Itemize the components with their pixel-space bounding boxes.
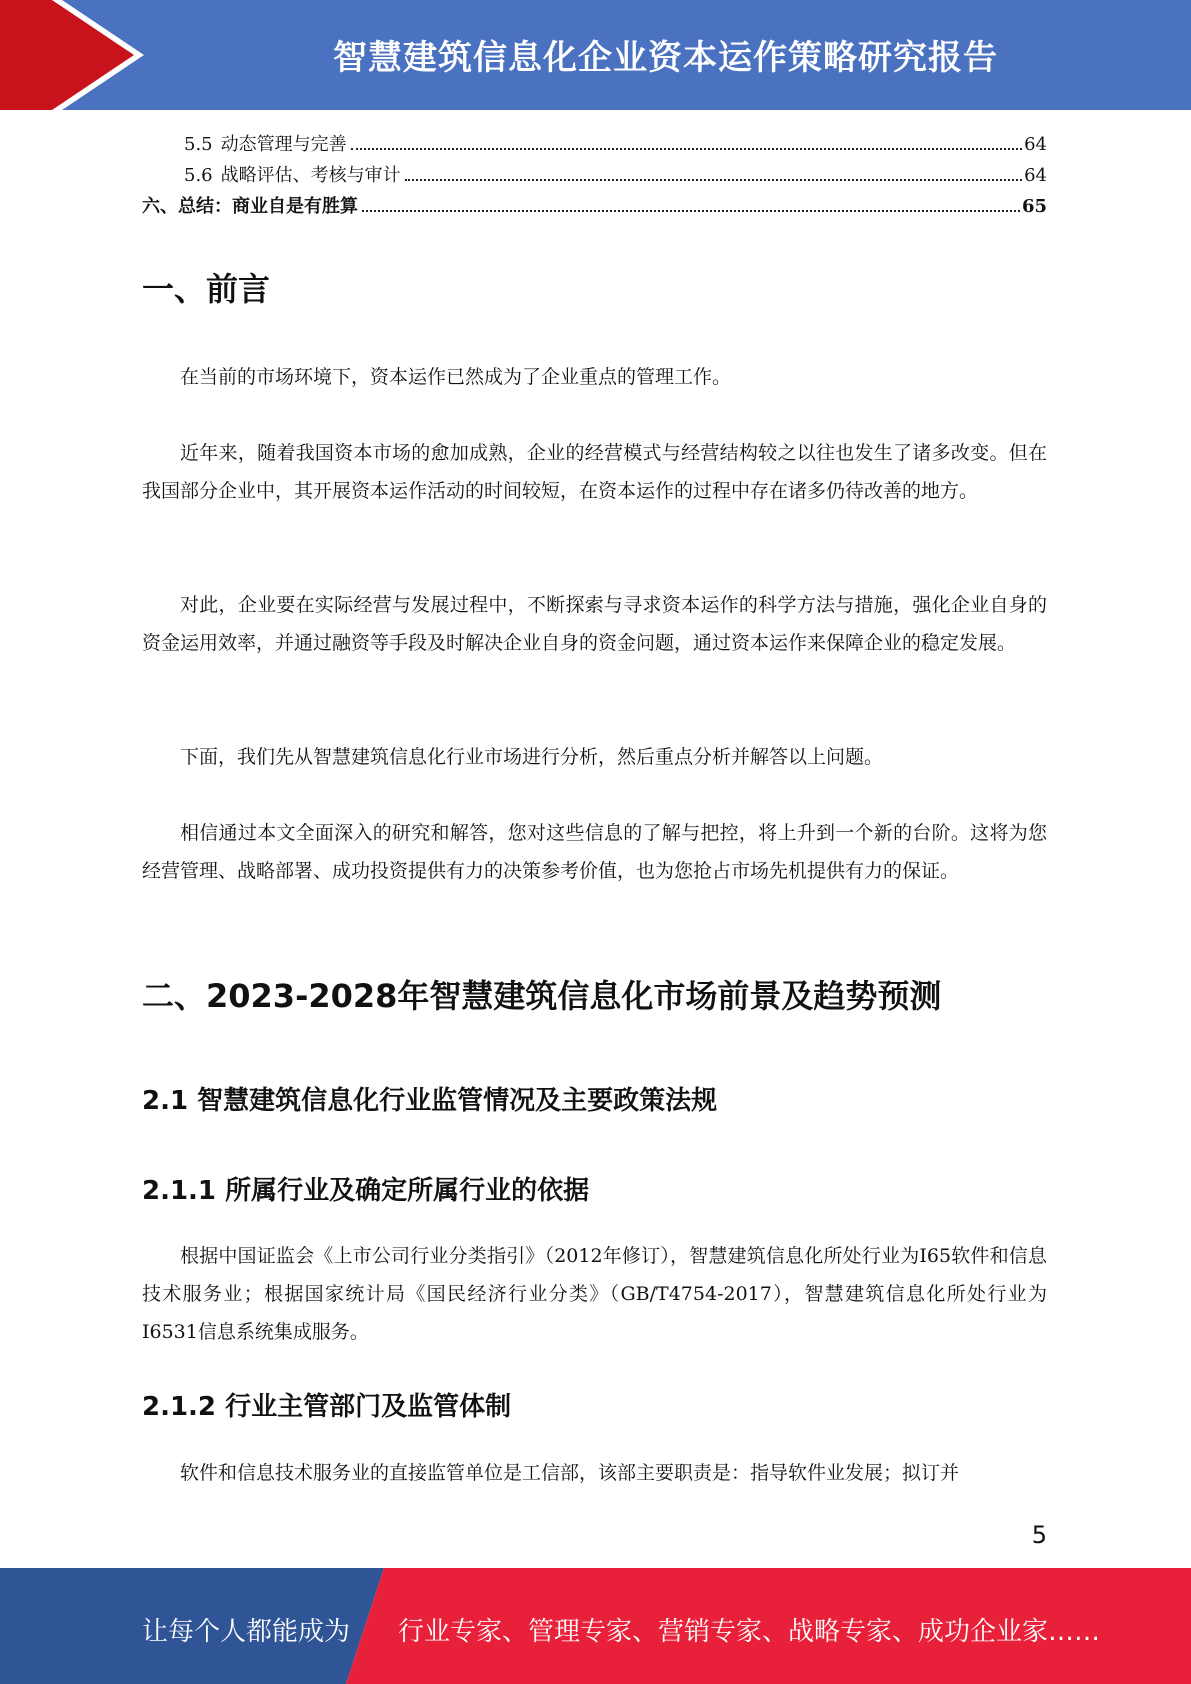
paragraph: 对此，企业要在实际经营与发展过程中，不断探索与寻求资本运作的科学方法与措施，强化企业自身的资金运用效率，并通过融资等手段及时解决企业自身的资金问题，通过资本运作来保障企业的稳定发展。 (142, 594, 1047, 654)
toc-title: 战略评估、考核与审计 (220, 165, 401, 186)
toc-title: 六、总结：商业自是有胜算 (142, 196, 358, 217)
footer-slogan-right: 行业专家、管理专家、营销专家、战略专家、成功企业家…… (398, 1617, 1101, 1647)
toc-entry[interactable] (142, 192, 1047, 223)
paragraph: 下面，我们先从智慧建筑信息化行业市场进行分析，然后重点分析并解答以上问题。 (180, 746, 884, 768)
toc-leader (362, 209, 1020, 212)
toc-title: 动态管理与完善 (220, 134, 347, 155)
red-arrow-icon (0, 0, 160, 110)
toc-leader (405, 178, 1022, 181)
subsection-heading: 2.1.1 所属行业及确定所属行业的依据 (142, 1176, 590, 1206)
toc-page: 65 (1021, 196, 1047, 217)
paragraph: 相信通过本文全面深入的研究和解答，您对这些信息的了解与把控，将上升到一个新的台阶。这将为您经营管理、战略部署、成功投资提供有力的决策参考价值，也为您抢占市场先机提供有力的保证。 (142, 822, 1047, 882)
section-heading: 一、前言 (142, 270, 271, 308)
paragraph: 软件和信息技术服务业的直接监管单位是工信部，该部主要职责是：指导软件业发展；拟订并 (180, 1462, 960, 1484)
header-banner (0, 0, 1191, 110)
section-heading: 二、2023-2028年智慧建筑信息化市场前景及趋势预测 (142, 977, 942, 1015)
page-number: 5 (1031, 1521, 1047, 1549)
footer-slogan-left: 让每个人都能成为 (142, 1617, 351, 1647)
footer-banner (0, 1568, 1191, 1684)
toc-leader (351, 147, 1022, 150)
toc-page: 64 (1024, 134, 1047, 155)
toc-number: 5.5 (184, 134, 213, 155)
subsection-heading: 2.1.2 行业主管部门及监管体制 (142, 1392, 512, 1422)
paragraph: 近年来，随着我国资本市场的愈加成熟，企业的经营模式与经营结构较之以往也发生了诸多改变。但在我国部分企业中，其开展资本运作活动的时间较短，在资本运作的过程中存在诸多仍待改善的地方。 (142, 442, 1047, 502)
paragraph: 在当前的市场环境下，资本运作已然成为了企业重点的管理工作。 (180, 366, 732, 388)
table-of-contents (142, 130, 1047, 223)
toc-page: 64 (1024, 165, 1047, 186)
toc-number: 5.6 (184, 165, 213, 186)
toc-entry[interactable] (142, 130, 1047, 161)
subsection-heading: 2.1 智慧建筑信息化行业监管情况及主要政策法规 (142, 1086, 718, 1116)
paragraph: 根据中国证监会《上市公司行业分类指引》（2012年修订），智慧建筑信息化所处行业为I65软件和信息技术服务业；根据国家统计局《国民经济行业分类》（GB/T4754-2017），智慧建筑信息化所处行业为I6531信息系统集成服务。 (142, 1245, 1047, 1343)
toc-entry[interactable] (142, 161, 1047, 192)
report-title: 智慧建筑信息化企业资本运作策略研究报告 (333, 38, 998, 78)
